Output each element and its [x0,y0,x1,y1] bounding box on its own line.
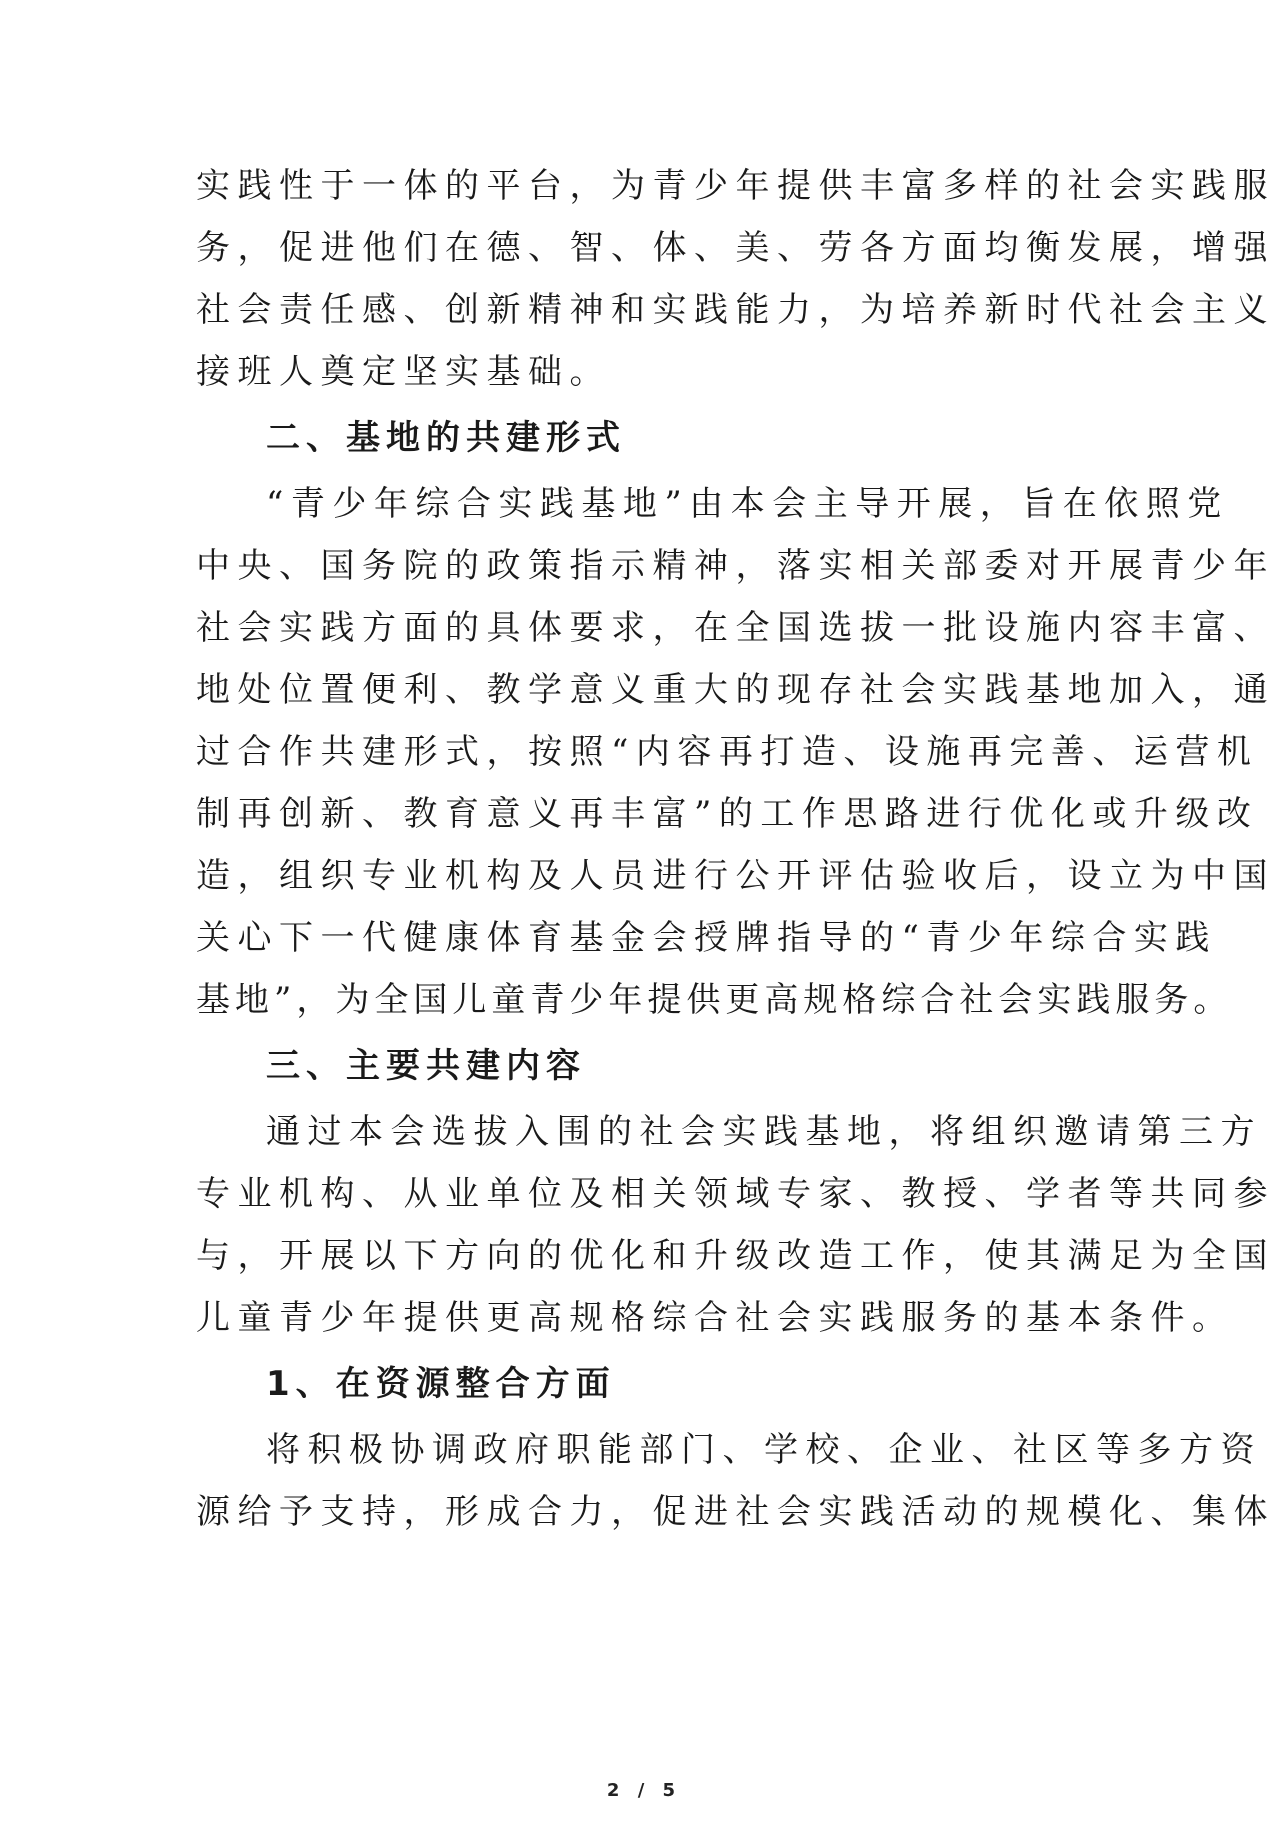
body-text-line: 地处位置便利、教学意义重大的现存社会实践基地加入，通 [196,670,1275,710]
section-heading-2: 二、基地的共建形式 [266,418,626,458]
body-text-line: 社会责任感、创新精神和实践能力，为培养新时代社会主义 [196,290,1275,330]
body-text-line: 务，促进他们在德、智、体、美、劳各方面均衡发展，增强 [196,228,1275,268]
page-number: 2 / 5 [606,1780,682,1801]
subsection-heading-1: 1、在资源整合方面 [266,1364,616,1404]
body-text-line: 中央、国务院的政策指示精神，落实相关部委对开展青少年 [196,546,1275,586]
body-text-line: 社会实践方面的具体要求，在全国选拔一批设施内容丰富、 [196,608,1275,648]
body-text-line: 与，开展以下方向的优化和升级改造工作，使其满足为全国 [196,1236,1275,1276]
body-text-line: 专业机构、从业单位及相关领域专家、教授、学者等共同参 [196,1174,1275,1214]
body-text-line: 儿童青少年提供更高规格综合社会实践服务的基本条件。 [196,1298,1234,1338]
body-text-line: 制再创新、教育意义再丰富”的工作思路进行优化或升级改 [196,794,1259,834]
body-text-line: 源给予支持，形成合力，促进社会实践活动的规模化、集体 [196,1492,1275,1532]
body-text-line: 通过本会选拔入围的社会实践基地，将组织邀请第三方 [266,1112,1262,1152]
body-text-line: 过合作共建形式，按照“内容再打造、设施再完善、运营机 [196,732,1259,772]
body-text-line: 造，组织专业机构及人员进行公开评估验收后，设立为中国 [196,856,1275,896]
body-text-line: 接班人奠定坚实基础。 [196,352,611,392]
body-text-line: “青少年综合实践基地”由本会主导开展，旨在依照党 [266,484,1229,524]
section-heading-3: 三、主要共建内容 [266,1046,586,1086]
body-text-line: 基地”，为全国儿童青少年提供更高规格综合社会实践服务。 [196,980,1233,1020]
body-text-line: 关心下一代健康体育基金会授牌指导的“青少年综合实践 [196,918,1217,958]
body-text-line: 实践性于一体的平台，为青少年提供丰富多样的社会实践服 [196,166,1275,206]
body-text-line: 将积极协调政府职能部门、学校、企业、社区等多方资 [266,1430,1262,1470]
